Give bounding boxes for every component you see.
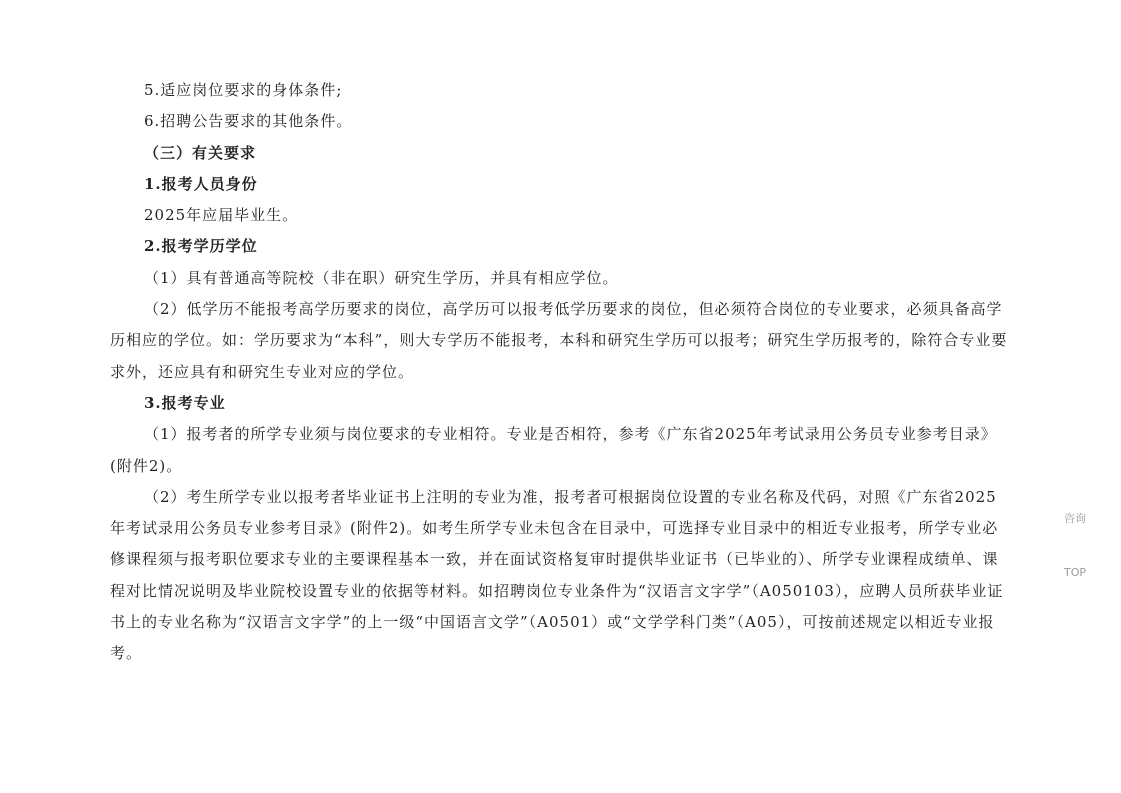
- doc-paragraph: （1）报考者的所学专业须与岗位要求的专业相符。专业是否相符，参考《广东省2025年考试录用公务员专业参考目录》(附件2)。: [110, 425, 997, 475]
- subsection-heading: 1.报考人员身份: [144, 174, 258, 193]
- consult-button[interactable]: 咨询: [1064, 512, 1086, 525]
- doc-paragraph: 5.适应岗位要求的身体条件;: [144, 81, 343, 99]
- subsection-heading: 3.报考专业: [144, 393, 226, 412]
- document-body: [110, 75, 1010, 670]
- back-to-top-button[interactable]: TOP: [1064, 566, 1087, 579]
- doc-paragraph: （2）考生所学专业以报考者毕业证书上注明的专业为准，报考者可根据岗位设置的专业名称及代码，对照《广东省2025年考试录用公务员专业参考目录》(附件2)。如考生所学专业未包含在目录中，可选择专业目录中的相近专业报考，所学专业必修课程须与报考职位要求专业的主要课程基本一致，并在面试资格复审时提供毕业证书（已毕业的）、所学专业课程成绩单、课程对比情况说明及毕业院校设置专业的依据等材料。如招聘岗位专业条件为“汉语言文字学”（A050103），应聘人员所获毕业证书上的专业名称为“汉语言文字学”的上一级“中国语言文学”（A0501）或“文学学科门类”（A05），可按前述规定以相近专业报考。: [110, 487, 1004, 663]
- doc-paragraph: （2）低学历不能报考高学历要求的岗位，高学历可以报考低学历要求的岗位，但必须符合岗位的专业要求，必须具备高学历相应的学位。如：学历要求为“本科”，则大专学历不能报考，本科和研究生学历可以报考；研究生学历报考的，除符合专业要求外，还应具有和研究生专业对应的学位。: [110, 300, 1008, 381]
- doc-paragraph: 2025年应届毕业生。: [144, 206, 299, 225]
- doc-paragraph: （1）具有普通高等院校（非在职）研究生学历，并具有相应学位。: [144, 268, 619, 287]
- doc-paragraph: 6.招聘公告要求的其他条件。: [144, 112, 353, 131]
- section-heading: （三）有关要求: [144, 143, 257, 162]
- subsection-heading: 2.报考学历学位: [144, 237, 258, 256]
